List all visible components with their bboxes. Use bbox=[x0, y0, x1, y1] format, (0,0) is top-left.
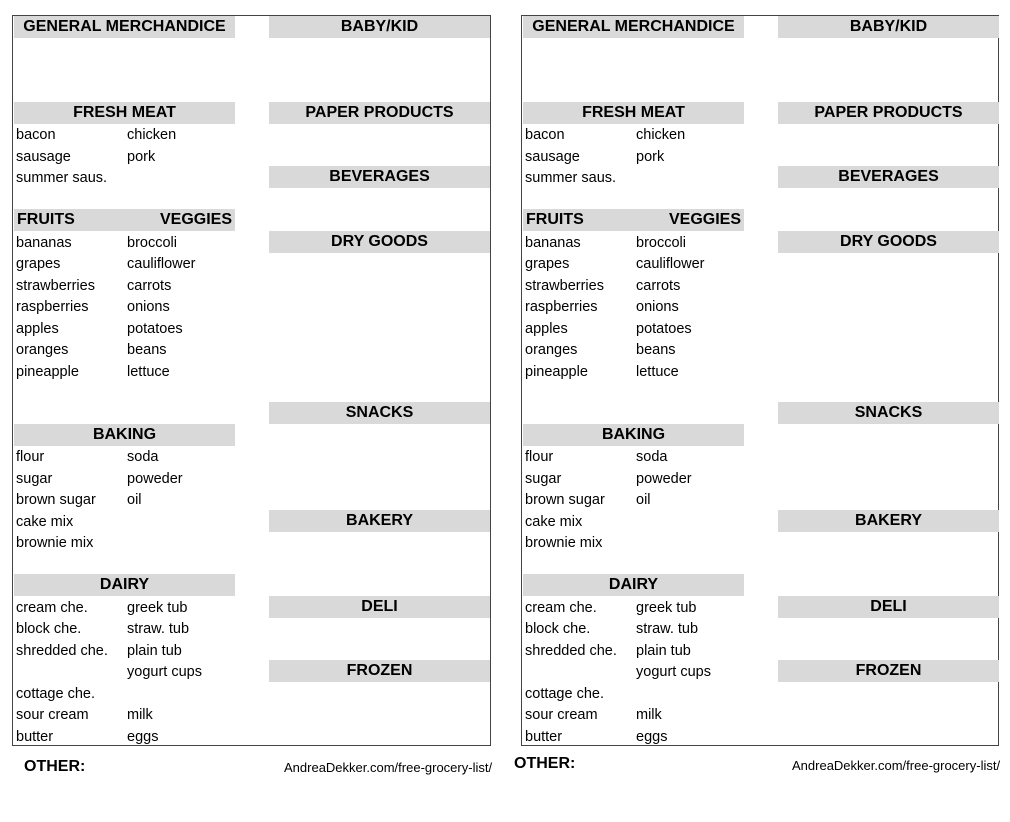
header-deli: DELI bbox=[778, 596, 999, 618]
list-item: soda bbox=[636, 449, 668, 465]
list-item: greek tub bbox=[127, 600, 188, 616]
list-item: block che. bbox=[16, 621, 82, 637]
list-item: bananas bbox=[525, 235, 581, 251]
list-item: potatoes bbox=[127, 321, 183, 337]
header-bakery: BAKERY bbox=[778, 510, 999, 532]
list-item: onions bbox=[636, 299, 679, 315]
list-item: apples bbox=[16, 321, 59, 337]
header-baking: BAKING bbox=[14, 424, 235, 446]
header-baby-kid: BABY/KID bbox=[778, 16, 999, 38]
list-item: sugar bbox=[525, 471, 562, 487]
header-dry-goods: DRY GOODS bbox=[778, 231, 999, 253]
list-item: raspberries bbox=[16, 299, 89, 315]
header-fresh-meat: FRESH MEAT bbox=[14, 102, 235, 124]
list-item: oranges bbox=[16, 342, 69, 358]
list-item: broccoli bbox=[636, 235, 686, 251]
header-baking: BAKING bbox=[523, 424, 744, 446]
list-item: sugar bbox=[16, 471, 53, 487]
list-item: cauliflower bbox=[127, 256, 196, 272]
list-item: grapes bbox=[16, 256, 61, 272]
header-dry-goods: DRY GOODS bbox=[269, 231, 490, 253]
list-item: lettuce bbox=[127, 364, 170, 380]
list-item: yogurt cups bbox=[636, 664, 711, 680]
list-item: bacon bbox=[16, 127, 56, 143]
header-bakery: BAKERY bbox=[269, 510, 490, 532]
list-item: bacon bbox=[525, 127, 565, 143]
list-item: milk bbox=[127, 707, 153, 723]
list-item: eggs bbox=[636, 729, 668, 745]
list-item: block che. bbox=[525, 621, 591, 637]
header-fruits-veggies bbox=[14, 209, 235, 231]
list-item: sausage bbox=[525, 149, 580, 165]
list-item: chicken bbox=[127, 127, 177, 143]
other-label-right: OTHER: bbox=[514, 755, 576, 772]
list-item: pork bbox=[127, 149, 156, 165]
list-item: brown sugar bbox=[525, 492, 605, 508]
list-item: greek tub bbox=[636, 600, 697, 616]
header-general-merchandise: GENERAL MERCHANDICE bbox=[523, 16, 744, 38]
header-fruits: FRUITS bbox=[526, 211, 584, 228]
list-item: cauliflower bbox=[636, 256, 705, 272]
list-item: onions bbox=[127, 299, 170, 315]
list-item: shredded che. bbox=[16, 643, 108, 659]
list-item: plain tub bbox=[636, 643, 691, 659]
header-frozen: FROZEN bbox=[269, 660, 490, 682]
list-item: cake mix bbox=[16, 514, 74, 530]
header-paper-products: PAPER PRODUCTS bbox=[269, 102, 490, 124]
list-item: poweder bbox=[127, 471, 183, 487]
list-item: pineapple bbox=[525, 364, 588, 380]
header-deli: DELI bbox=[269, 596, 490, 618]
header-beverages: BEVERAGES bbox=[269, 166, 490, 188]
header-fruits-veggies bbox=[523, 209, 744, 231]
list-item: eggs bbox=[127, 729, 159, 745]
list-item: strawberries bbox=[525, 278, 604, 294]
list-item: yogurt cups bbox=[127, 664, 202, 680]
list-item: cream che. bbox=[525, 600, 597, 616]
list-item: flour bbox=[16, 449, 45, 465]
header-general-merchandise: GENERAL MERCHANDICE bbox=[14, 16, 235, 38]
header-dairy: DAIRY bbox=[14, 574, 235, 596]
header-dairy: DAIRY bbox=[523, 574, 744, 596]
header-baby-kid: BABY/KID bbox=[269, 16, 490, 38]
list-item: sour cream bbox=[16, 707, 89, 723]
list-item: straw. tub bbox=[127, 621, 190, 637]
grocery-list-card-right bbox=[521, 15, 999, 746]
source-link-right[interactable]: AndreaDekker.com/free-grocery-list/ bbox=[792, 758, 1001, 773]
list-item: cake mix bbox=[525, 514, 583, 530]
list-item: oil bbox=[127, 492, 142, 508]
list-item: raspberries bbox=[525, 299, 598, 315]
list-item: lettuce bbox=[636, 364, 679, 380]
header-veggies: VEGGIES bbox=[668, 211, 741, 228]
list-item: carrots bbox=[636, 278, 681, 294]
header-fruits: FRUITS bbox=[17, 211, 75, 228]
list-item: cottage che. bbox=[525, 686, 604, 702]
header-beverages: BEVERAGES bbox=[778, 166, 999, 188]
list-item: brown sugar bbox=[16, 492, 96, 508]
header-frozen: FROZEN bbox=[778, 660, 999, 682]
list-item: soda bbox=[127, 449, 159, 465]
list-item: sour cream bbox=[525, 707, 598, 723]
list-item: shredded che. bbox=[525, 643, 617, 659]
list-item: summer saus. bbox=[16, 170, 108, 186]
list-item: sausage bbox=[16, 149, 71, 165]
header-paper-products: PAPER PRODUCTS bbox=[778, 102, 999, 124]
list-item: brownie mix bbox=[16, 535, 94, 551]
list-item: strawberries bbox=[16, 278, 95, 294]
list-item: oil bbox=[636, 492, 651, 508]
list-item: bananas bbox=[16, 235, 72, 251]
list-item: potatoes bbox=[636, 321, 692, 337]
list-item: plain tub bbox=[127, 643, 182, 659]
header-veggies: VEGGIES bbox=[159, 211, 232, 228]
header-snacks: SNACKS bbox=[778, 402, 999, 424]
list-item: broccoli bbox=[127, 235, 177, 251]
list-item: butter bbox=[525, 729, 563, 745]
list-item: beans bbox=[127, 342, 167, 358]
list-item: chicken bbox=[636, 127, 686, 143]
grocery-list-card-left bbox=[12, 15, 491, 746]
list-item: flour bbox=[525, 449, 554, 465]
list-item: straw. tub bbox=[636, 621, 699, 637]
list-item: apples bbox=[525, 321, 568, 337]
list-item: cream che. bbox=[16, 600, 88, 616]
list-item: summer saus. bbox=[525, 170, 617, 186]
list-item: grapes bbox=[525, 256, 570, 272]
list-item: poweder bbox=[636, 471, 692, 487]
list-item: beans bbox=[636, 342, 676, 358]
list-item: pineapple bbox=[16, 364, 79, 380]
header-fresh-meat: FRESH MEAT bbox=[523, 102, 744, 124]
other-label-left: OTHER: bbox=[24, 758, 86, 775]
source-link-left[interactable]: AndreaDekker.com/free-grocery-list/ bbox=[284, 760, 493, 775]
list-item: milk bbox=[636, 707, 662, 723]
list-item: cottage che. bbox=[16, 686, 95, 702]
list-item: brownie mix bbox=[525, 535, 603, 551]
list-item: oranges bbox=[525, 342, 578, 358]
header-snacks: SNACKS bbox=[269, 402, 490, 424]
list-item: butter bbox=[16, 729, 54, 745]
list-item: pork bbox=[636, 149, 665, 165]
list-item: carrots bbox=[127, 278, 172, 294]
